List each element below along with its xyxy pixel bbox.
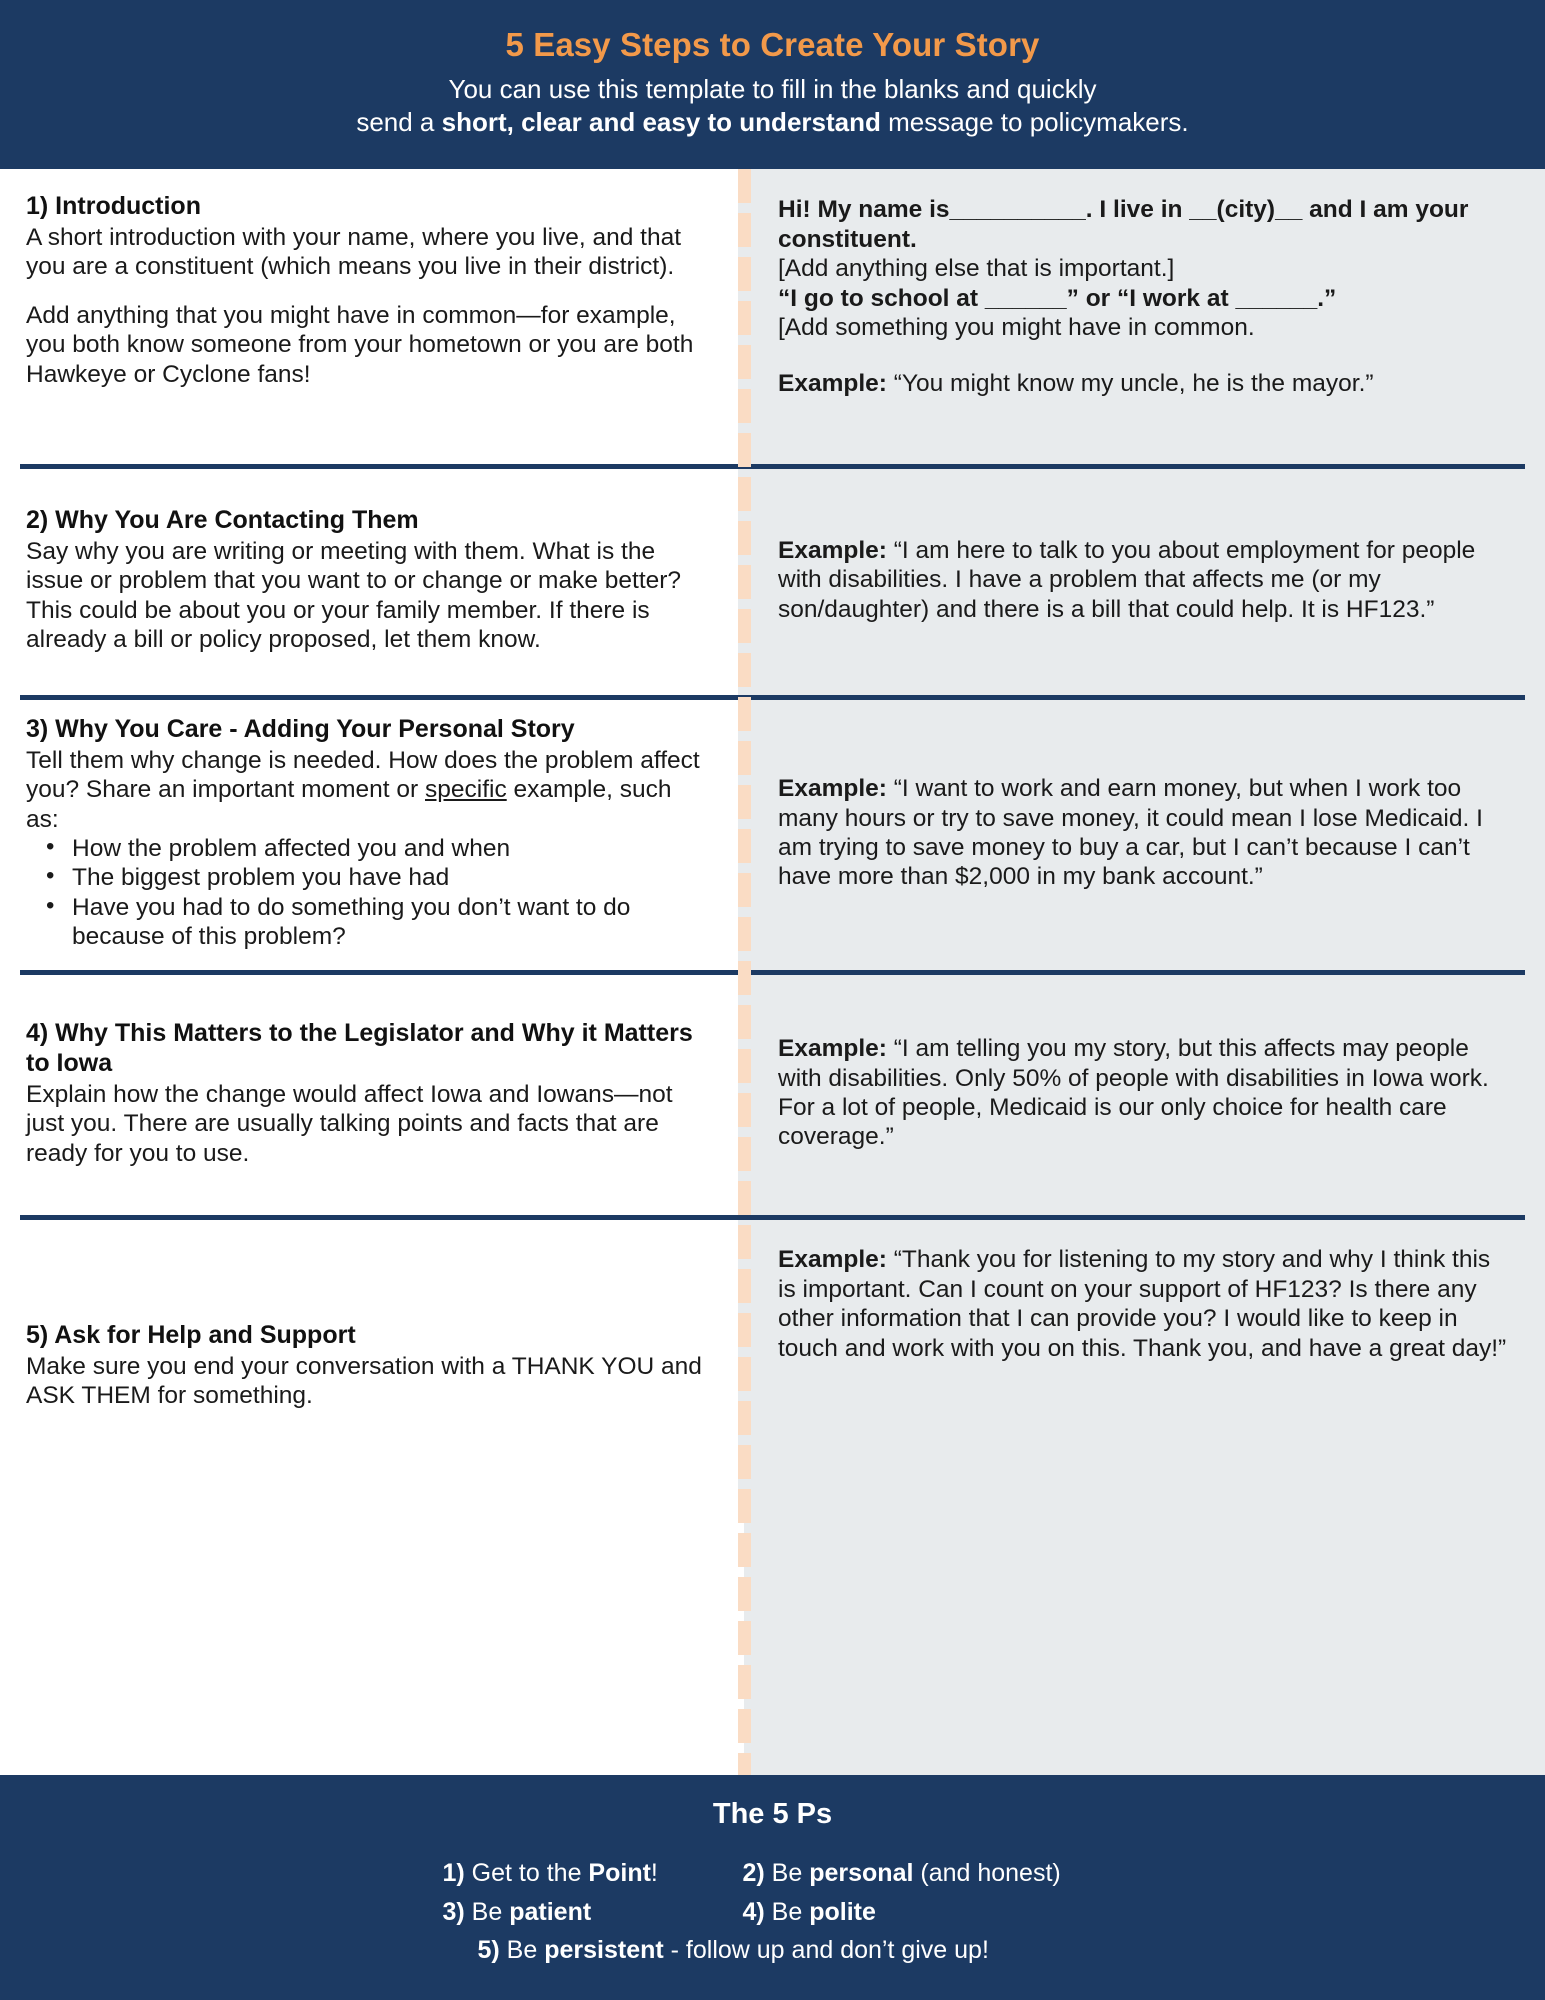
five-ps-list (443, 1854, 1103, 1970)
page-footer (0, 1775, 1545, 2000)
row-divider (20, 464, 1525, 469)
item-number: 5) (477, 1936, 500, 1965)
item-number: 3) (442, 1897, 465, 1926)
example-quote: “You might know my uncle, he is the mayor.” (886, 370, 1374, 398)
step-1-description-cell (0, 169, 738, 464)
list-item (443, 1854, 743, 1893)
item-pre: Be (464, 1897, 510, 1926)
item-post: ! (650, 1858, 658, 1887)
step-1-example-cell (738, 169, 1545, 464)
spacer (778, 342, 1511, 369)
step-1-template-bold-2: “I go to school at ______” or “I work at ______.” (778, 284, 1337, 312)
vertical-dashed-divider (738, 169, 751, 1774)
step-3-title: 3) Why You Care - Adding Your Personal Story (26, 715, 575, 744)
subtitle-line-2-bold: short, clear and easy to understand (441, 107, 881, 138)
page-title: 5 Easy Steps to Create Your Story (505, 26, 1040, 63)
table-row (0, 1215, 1545, 1515)
table-row (0, 169, 1545, 464)
example-label: Example: (778, 370, 887, 398)
step-1-title: 1) Introduction (26, 192, 201, 221)
example-label: Example: (778, 1246, 887, 1274)
item-pre: Be (499, 1936, 545, 1965)
item-bold: Point (588, 1858, 651, 1887)
table-row (0, 970, 1545, 1215)
five-ps-row (443, 1931, 1103, 1970)
item-bold: persistent (544, 1936, 664, 1965)
item-bold: personal (809, 1858, 914, 1887)
step-3-lead-post: example, such as: (26, 776, 672, 833)
item-bold: patient (509, 1897, 592, 1926)
step-1-example-text (778, 369, 1511, 398)
list-item: • The biggest problem you have had (72, 863, 710, 892)
footer-title: The 5 Ps (712, 1797, 833, 1830)
step-4-example-cell (738, 970, 1545, 1215)
step-5-description-cell (0, 1215, 738, 1515)
example-quote: “I am telling you my story, but this affects may people with disabilities. Only 50% of people with disabilities in Iowa work. For a lot of people, Medicaid is our only choice for health care coverage.” (778, 1035, 1489, 1151)
table-row (0, 464, 1545, 695)
page-subtitle (40, 73, 1505, 140)
step-3-lead-pre: Tell them why change is needed. How does the problem affect you? Share an important moment or (26, 746, 700, 804)
page-header (0, 0, 1545, 169)
subtitle-line-2 (40, 106, 1505, 139)
step-4-title: 4) Why This Matters to the Legislator and Why it Matters to Iowa (26, 1018, 693, 1078)
list-item: • Have you had to do something you don’t want to do because of this problem? (72, 893, 710, 952)
step-2-description-cell (0, 464, 738, 695)
step-1-template-plain-1: [Add anything else that is important.] (778, 255, 1175, 283)
step-2-example-cell (738, 464, 1545, 695)
subtitle-line-1: You can use this template to fill in the blanks and quickly (448, 73, 1097, 104)
step-5-example-text (778, 1245, 1511, 1363)
item-pre: Get to the (464, 1858, 589, 1887)
step-4-paragraph-1: Explain how the change would affect Iowa and Iowans—not just you. There are usually talking points and facts that are ready for you to use. (26, 1080, 673, 1167)
step-4-description-cell (0, 970, 738, 1215)
example-quote: “Thank you for listening to my story and why I think this is important. Can I count on your support of HF123? Is there any other information that I can provide you? I would like to keep in touch and work with you on this. Thank you, and have a great day!” (778, 1246, 1507, 1362)
step-4-example-text (778, 1034, 1511, 1152)
step-3-bullet-list (26, 834, 710, 952)
item-post: (and honest) (913, 1858, 1061, 1887)
step-5-title: 5) Ask for Help and Support (26, 1321, 356, 1350)
list-item: • How the problem affected you and when (72, 834, 710, 863)
step-1-template-bold-1: Hi! My name is__________. I live in __(city)__ and I am your constituent. (778, 196, 1469, 253)
example-label: Example: (778, 775, 887, 803)
item-number: 2) (742, 1858, 765, 1887)
row-divider (20, 1215, 1525, 1220)
step-5-paragraph-1: Make sure you end your conversation with a THANK YOU and ASK THEM for something. (26, 1352, 702, 1410)
item-pre: Be (764, 1897, 810, 1926)
list-item (743, 1893, 1103, 1932)
step-2-example-text (778, 536, 1511, 624)
step-3-example-text (778, 774, 1511, 892)
step-1-paragraph-1: A short introduction with your name, where you live, and that you are a constituent (which means you live in their district). (26, 223, 682, 281)
step-2-paragraph-1: Say why you are writing or meeting with them. What is the issue or problem that you want to or change or make better? This could be about you or your family member. If there is already a bill or policy proposed, let them know. (26, 537, 682, 654)
step-1-template-plain-2: [Add something you might have in common. (778, 314, 1255, 342)
item-number: 4) (742, 1897, 765, 1926)
step-3-lead-paragraph (26, 746, 710, 834)
example-quote: “I want to work and earn money, but when I work too many hours or try to save money, it could mean I lose Medicaid. I am trying to save money to buy a car, but I can’t because I can’t have more than $2,000 in my bank account.” (778, 775, 1483, 891)
five-ps-row (443, 1893, 1103, 1932)
item-pre: Be (764, 1858, 810, 1887)
step-3-description-cell (0, 695, 738, 970)
steps-table (0, 169, 1545, 1774)
list-item (478, 1931, 989, 1970)
step-5-example-cell (738, 1215, 1545, 1515)
example-quote: “I am here to talk to you about employment for people with disabilities. I have a problem that affects me (or my son/daughter) and there is a bill that could help. It is HF123.” (778, 536, 1476, 623)
step-3-example-cell (738, 695, 1545, 970)
example-label: Example: (778, 536, 887, 564)
item-bold: polite (809, 1897, 876, 1926)
item-post: - follow up and don’t give up! (663, 1936, 989, 1965)
steps-rows (0, 169, 1545, 1774)
example-label: Example: (778, 1035, 887, 1063)
step-3-lead-underlined: specific (425, 776, 507, 804)
step-2-title: 2) Why You Are Contacting Them (26, 506, 419, 535)
list-item (443, 1893, 743, 1932)
subtitle-line-2-post: message to policymakers. (880, 107, 1189, 138)
five-ps-row (443, 1854, 1103, 1893)
table-row (0, 695, 1545, 970)
step-1-paragraph-2: Add anything that you might have in common—for example, you both know someone from your hometown or you are both Hawkeye or Cyclone fans! (26, 301, 694, 388)
row-divider (20, 695, 1525, 700)
subtitle-line-2-pre: send a (356, 107, 442, 138)
list-item (743, 1854, 1103, 1893)
row-divider (20, 970, 1525, 975)
item-number: 1) (442, 1858, 465, 1887)
